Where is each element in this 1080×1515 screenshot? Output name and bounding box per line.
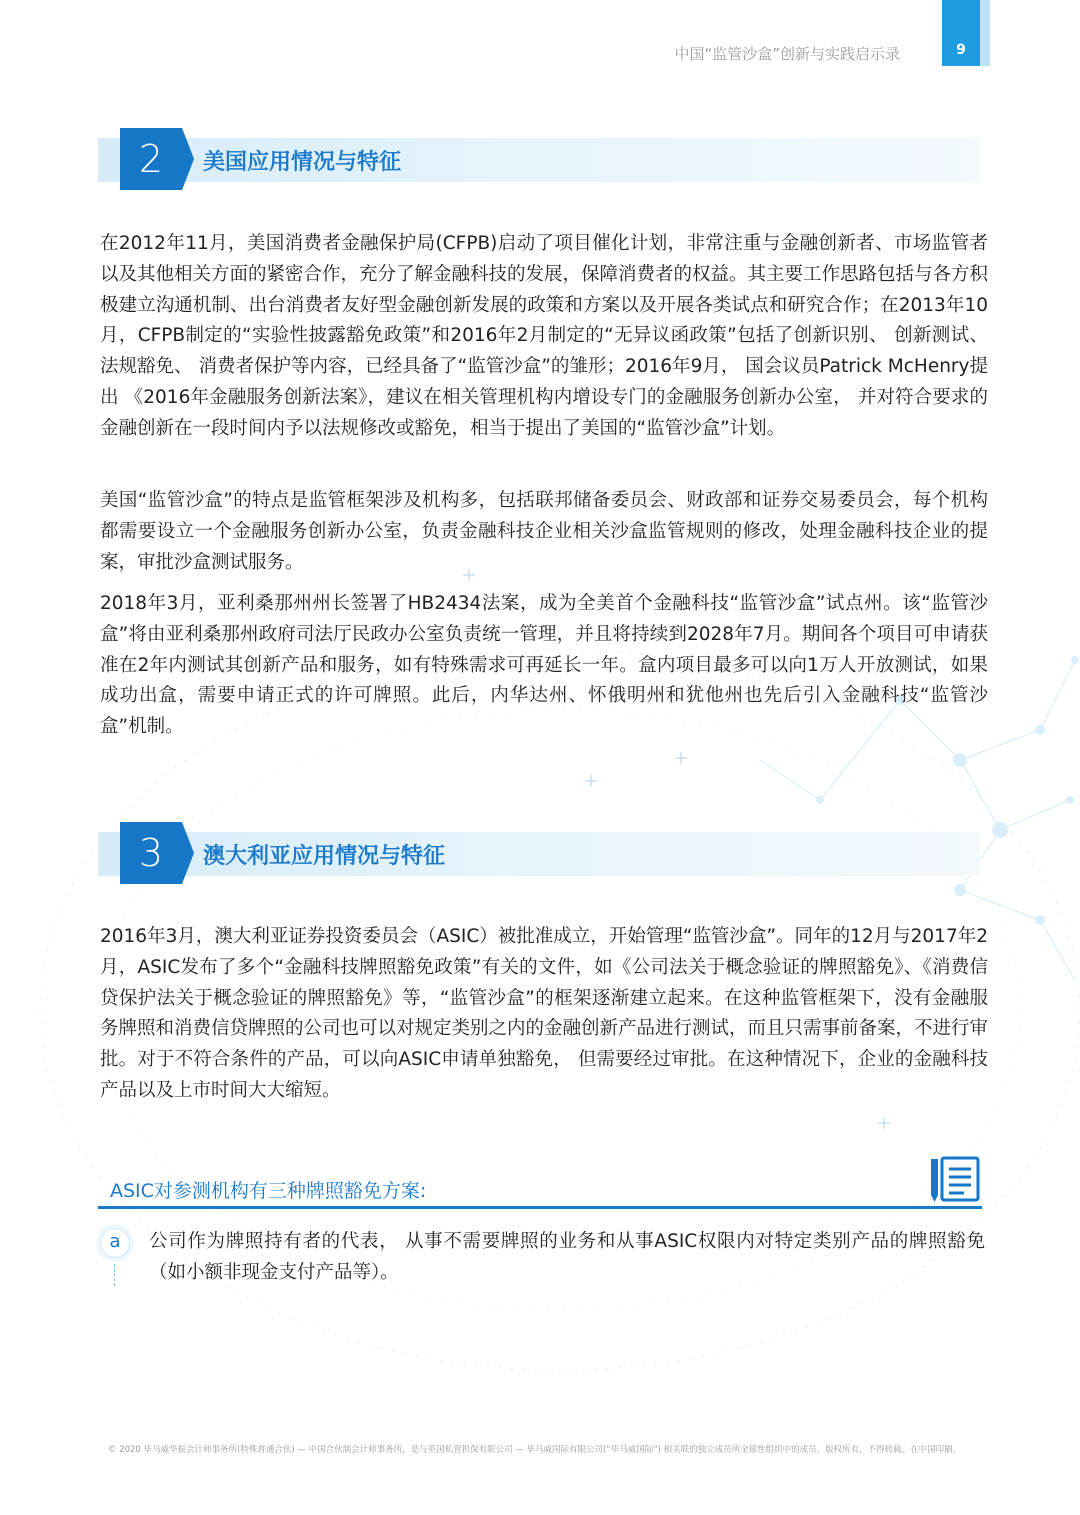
section-2-number: 2 [120, 128, 182, 190]
section-2-title: 美国应用情况与特征 [203, 150, 402, 175]
item-a-text: 公司作为牌照持有者的代表， 从事不需要牌照的业务和从事ASIC权限内对特定类别产品的牌照豁免 （如小额非现金支付产品等）。 [149, 1231, 985, 1283]
section-2-paragraph-1: 在2012年11月，美国消费者金融保护局(CFPB)启动了项目催化计划，非常注重与金融创新者、市场监管者以及其他相关方面的紧密合作，充分了解金融科技的发展，保障消费者的权益。其主要工作思路包括与各方积极建立沟通机制、出台消费者友好型金融创新发展的政策和方案以及开展各类试点和研究合作；在2013年10月，CFPB制定的“实验性披露豁免政策”和2016年2月制定的“无异议函政策”包括了创新识别、 创新测试、 法规豁免、 消费者保护等内容，已经具备了“监管沙盒”的雏形；2016年9月， 国会议员Patrick McHenry提出 《2016年金融服务创新法案》，建议在相关管理机构内增设专门的金融服务创新办公室， 并对符合要求的金融创新在一段时间内予以法规修改或豁免，相当于提出了美国的“监管沙盒”计划。 [100, 233, 989, 439]
section-3-title: 澳大利亚应用情况与特征 [203, 844, 446, 869]
asic-exemption-heading: ASIC对参测机构有三种牌照豁免方案: [110, 1180, 427, 1202]
item-a-dashed-connector [114, 1264, 115, 1286]
section-3-arrow-icon [182, 822, 194, 884]
page-tab-edge [980, 0, 990, 66]
copyright-footer: © 2020 毕马威华振会计师事务所(特殊普通合伙) — 中国合伙制会计师事务所，是与英国私营担保有限公司 — 毕马威国际有限公司(“毕马威国际”) 相关联的独立成员所全球性组织中的成员。版权所有，不得转载。在中国印刷。 [108, 1445, 962, 1455]
section-3-paragraph-1: 2016年3月，澳大利亚证券投资委员会（ASIC）被批准成立，开始管理“监管沙盒”。同年的12月与2017年2月，ASIC发布了多个“金融科技牌照豁免政策”有关的文件，如《公司法关于概念验证的牌照豁免》、《消费信贷保护法关于概念验证的牌照豁免》等，“监管沙盒”的框架逐渐建立起来。在这种监管框架下，没有金融服务牌照和消费信贷牌照的公司也可以对规定类别之内的金融创新产品进行测试，而且只需事前备案，不进行审批。对于不符合条件的产品，可以向ASIC申请单独豁免， 但需要经过审批。在这种情况下，企业的金融科技产品以及上市时间大大缩短。 [100, 926, 989, 1101]
page-number: 9 [942, 0, 980, 66]
document-list-icon [928, 1155, 982, 1205]
section-3-number: 3 [120, 822, 182, 884]
document-running-title: 中国“监管沙盒”创新与实践启示录 [674, 45, 900, 63]
asic-heading-rule [98, 1206, 982, 1209]
item-a-marker: a [100, 1228, 130, 1258]
section-2-paragraph-3: 2018年3月，亚利桑那州州长签署了HB2434法案，成为全美首个金融科技“监管沙盒”试点州。该“监管沙盒”将由亚利桑那州政府司法厅民政办公室负责统一管理，并且将持续到2028年7月。期间各个项目可申请获准在2年内测试其创新产品和服务，如有特殊需求可再延长一年。盒内项目最多可以向1万人开放测试，如果成功出盒，需要申请正式的许可牌照。此后，内华达州、怀俄明州和犹他州也先后引入金融科技“监管沙盒”机制。 [100, 593, 988, 738]
section-2-paragraph-2: 美国“监管沙盒”的特点是监管框架涉及机构多，包括联邦储备委员会、财政部和证券交易委员会，每个机构都需要设立一个金融服务创新办公室，负责金融科技企业相关沙盒监管规则的修改，处理金融科技企业的提案，审批沙盒测试服务。 [100, 490, 988, 573]
section-2-arrow-icon [182, 128, 194, 190]
